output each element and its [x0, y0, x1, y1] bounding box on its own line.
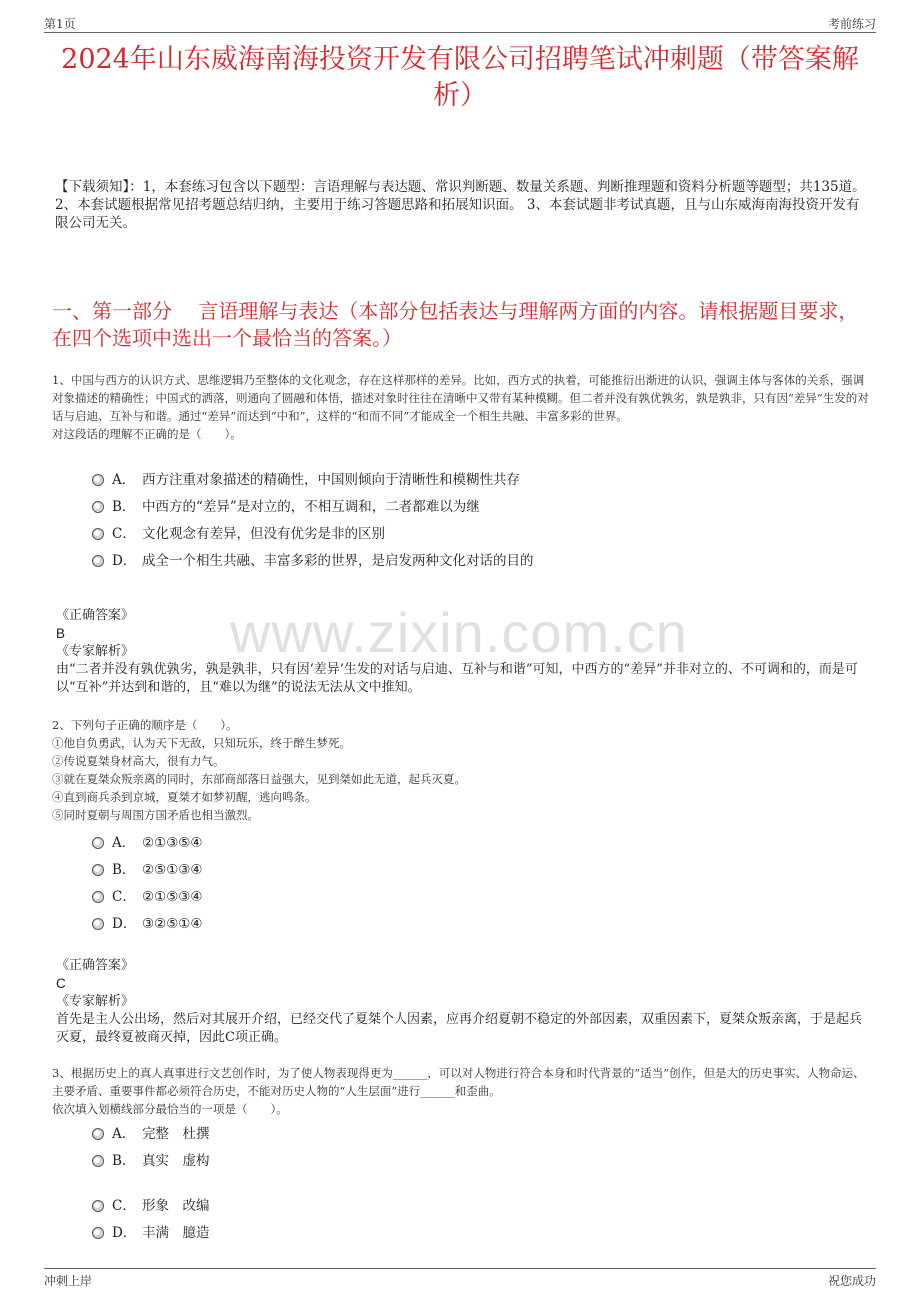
answer-value: C	[56, 976, 66, 991]
answer-value: B	[56, 626, 66, 641]
question-1-stem	[52, 371, 872, 443]
option-text: 丰满 臆造	[142, 1225, 210, 1241]
option-letter: A．	[112, 472, 136, 488]
document-title: 2024年山东威海南海投资开发有限公司招聘笔试冲刺题（带答案解析）	[61, 44, 859, 111]
q2-answer-block	[56, 957, 868, 1047]
answer-label: 《正确答案》	[56, 958, 135, 973]
option-letter: B．	[112, 499, 136, 515]
analysis-label: 《专家解析》	[56, 994, 135, 1009]
question-prompt: 对这段话的理解不正确的是（ ）。	[52, 427, 242, 441]
option-letter: D．	[112, 1225, 137, 1241]
section-heading: 一、第一部分 言语理解与表达（本部分包括表达与理解两方面的内容。请根据题目要求，在四个选项中选出一个最恰当的答案。）	[52, 299, 859, 350]
header-tag: 考前练习	[827, 17, 876, 31]
option-letter: D．	[112, 916, 137, 932]
option-letter: C．	[112, 526, 136, 542]
radio-icon[interactable]	[92, 528, 104, 540]
radio-icon[interactable]	[92, 1155, 104, 1167]
q1-option-d[interactable]	[92, 551, 534, 571]
page-header	[44, 12, 876, 33]
sentence-line: ④直到商兵杀到京城，夏桀才如梦初醒，逃向鸣条。	[52, 790, 317, 804]
option-letter: D．	[112, 553, 137, 569]
option-text: 形象 改编	[142, 1198, 210, 1214]
q2-option-d[interactable]	[92, 914, 203, 934]
question-prompt: 依次填入划横线部分最恰当的一项是（ ）。	[52, 1102, 288, 1116]
sentence-line: ②传说夏桀身材高大，很有力气。	[52, 754, 225, 768]
sentence-line: ③就在夏桀众叛亲离的同时，东部商部落日益强大，见到桀如此无道，起兵灭夏。	[52, 772, 466, 786]
option-letter: B．	[112, 862, 136, 878]
option-letter: A．	[112, 1126, 136, 1142]
option-text: ③②⑤①④	[142, 916, 203, 932]
answer-label: 《正确答案》	[56, 608, 135, 623]
question-stem-text: 1、中国与西方的认识方式、思维逻辑乃至整体的文化观念，存在这样那样的差异。比如，西方式的执着，可能推衍出渐进的认识，强调主体与客体的关系，强调对象描述的精确性；中国式的洒落，则通向了圆融和体悟，描述对象时往往在清晰中又带有某种模糊。但二者并没有孰优孰劣，孰是孰非，只有因“差异”生发的对话与启迪、互补与和谐。通过“差异”而达到“中和”，这样的“和而不同”才能成全一个相生共融、丰富多彩的世界。	[52, 373, 869, 423]
option-text: ②①③⑤④	[142, 835, 203, 851]
analysis-label: 《专家解析》	[56, 644, 135, 659]
q2-option-c[interactable]	[92, 887, 203, 907]
radio-icon[interactable]	[92, 555, 104, 567]
q1-answer-block	[56, 607, 868, 697]
option-letter: B．	[112, 1153, 136, 1169]
option-text: 成全一个相生共融、丰富多彩的世界，是启发两种文化对话的目的	[142, 553, 534, 569]
option-text: 文化观念有差异，但没有优劣是非的区别	[142, 526, 385, 542]
q1-option-a[interactable]	[92, 470, 520, 490]
question-3-stem	[52, 1064, 872, 1118]
radio-icon[interactable]	[92, 474, 104, 486]
q1-option-b[interactable]	[92, 497, 480, 517]
option-text: ②⑤①③④	[142, 862, 203, 878]
page-footer	[44, 1268, 876, 1289]
q1-option-c[interactable]	[92, 524, 385, 544]
q2-option-a[interactable]	[92, 833, 203, 853]
radio-icon[interactable]	[92, 1128, 104, 1140]
radio-icon[interactable]	[92, 864, 104, 876]
radio-icon[interactable]	[92, 918, 104, 930]
page-number: 第1页	[44, 17, 76, 31]
q3-option-a[interactable]	[92, 1124, 210, 1144]
radio-icon[interactable]	[92, 1200, 104, 1212]
radio-icon[interactable]	[92, 1227, 104, 1239]
q2-option-b[interactable]	[92, 860, 203, 880]
option-letter: A．	[112, 835, 136, 851]
radio-icon[interactable]	[92, 837, 104, 849]
download-notice: 【下载须知】：1，本套练习包含以下题型：言语理解与表达题、常识判断题、数量关系题、判断推理题和资料分析题等题型；共135道。 2、本套试题根据常见招考题总结归纳，主要用于练习答题思路和拓展知识面。 3、本套试题非考试真题，且与山东威海南海投资开发有限公司无关。	[55, 179, 866, 231]
option-text: 西方注重对象描述的精确性，中国则倾向于清晰性和模糊性共存	[142, 472, 520, 488]
question-2-stem	[52, 716, 872, 824]
footer-right-label: 祝您成功	[827, 1274, 876, 1288]
radio-icon[interactable]	[92, 501, 104, 513]
footer-left-label: 冲刺上岸	[44, 1274, 93, 1288]
sentence-line: ⑤同时夏朝与周围方国矛盾也相当激烈。	[52, 808, 259, 822]
watermark: www.zixin.com.cn	[230, 601, 688, 664]
option-letter: C．	[112, 1198, 136, 1214]
q3-option-d[interactable]	[92, 1223, 210, 1243]
radio-icon[interactable]	[92, 891, 104, 903]
analysis-text: 首先是主人公出场，然后对其展开介绍，已经交代了夏桀个人因素，应再介绍夏朝不稳定的外部因素，双重因素下，夏桀众叛亲离，于是起兵灭夏，最终夏被商灭掉，因此C项正确。	[56, 1012, 863, 1045]
question-stem-text: 2、下列句子正确的顺序是（ ）。	[52, 718, 238, 732]
option-letter: C．	[112, 889, 136, 905]
question-stem-text: 3、根据历史上的真人真事进行文艺创作时，为了使人物表现得更为______，可以对人物进行符合本身和时代背景的“适当”创作，但是大的历史事实、人物命运、主要矛盾、重要事件都必须符合历史，不能对历史人物的“人生层面”进行______和歪曲。	[52, 1066, 865, 1098]
option-text: 真实 虚构	[142, 1153, 210, 1169]
q3-option-c[interactable]	[92, 1196, 210, 1216]
option-text: 完整 杜撰	[142, 1126, 210, 1142]
sentence-line: ①他自负勇武，认为天下无敌，只知玩乐，终于醉生梦死。	[52, 736, 351, 750]
option-text: ②①⑤③④	[142, 889, 203, 905]
q3-option-b[interactable]	[92, 1151, 210, 1171]
analysis-text: 由“二者并没有孰优孰劣，孰是孰非，只有因‘差异’生发的对话与启迪、互补与和谐”可知，中西方的“差异”并非对立的、不可调和的，而是可以“互补”并达到和谐的，且“难以为继”的说法无法从文中推知。	[56, 662, 858, 695]
option-text: 中西方的“差异”是对立的，不相互调和，二者都难以为继	[142, 499, 480, 515]
